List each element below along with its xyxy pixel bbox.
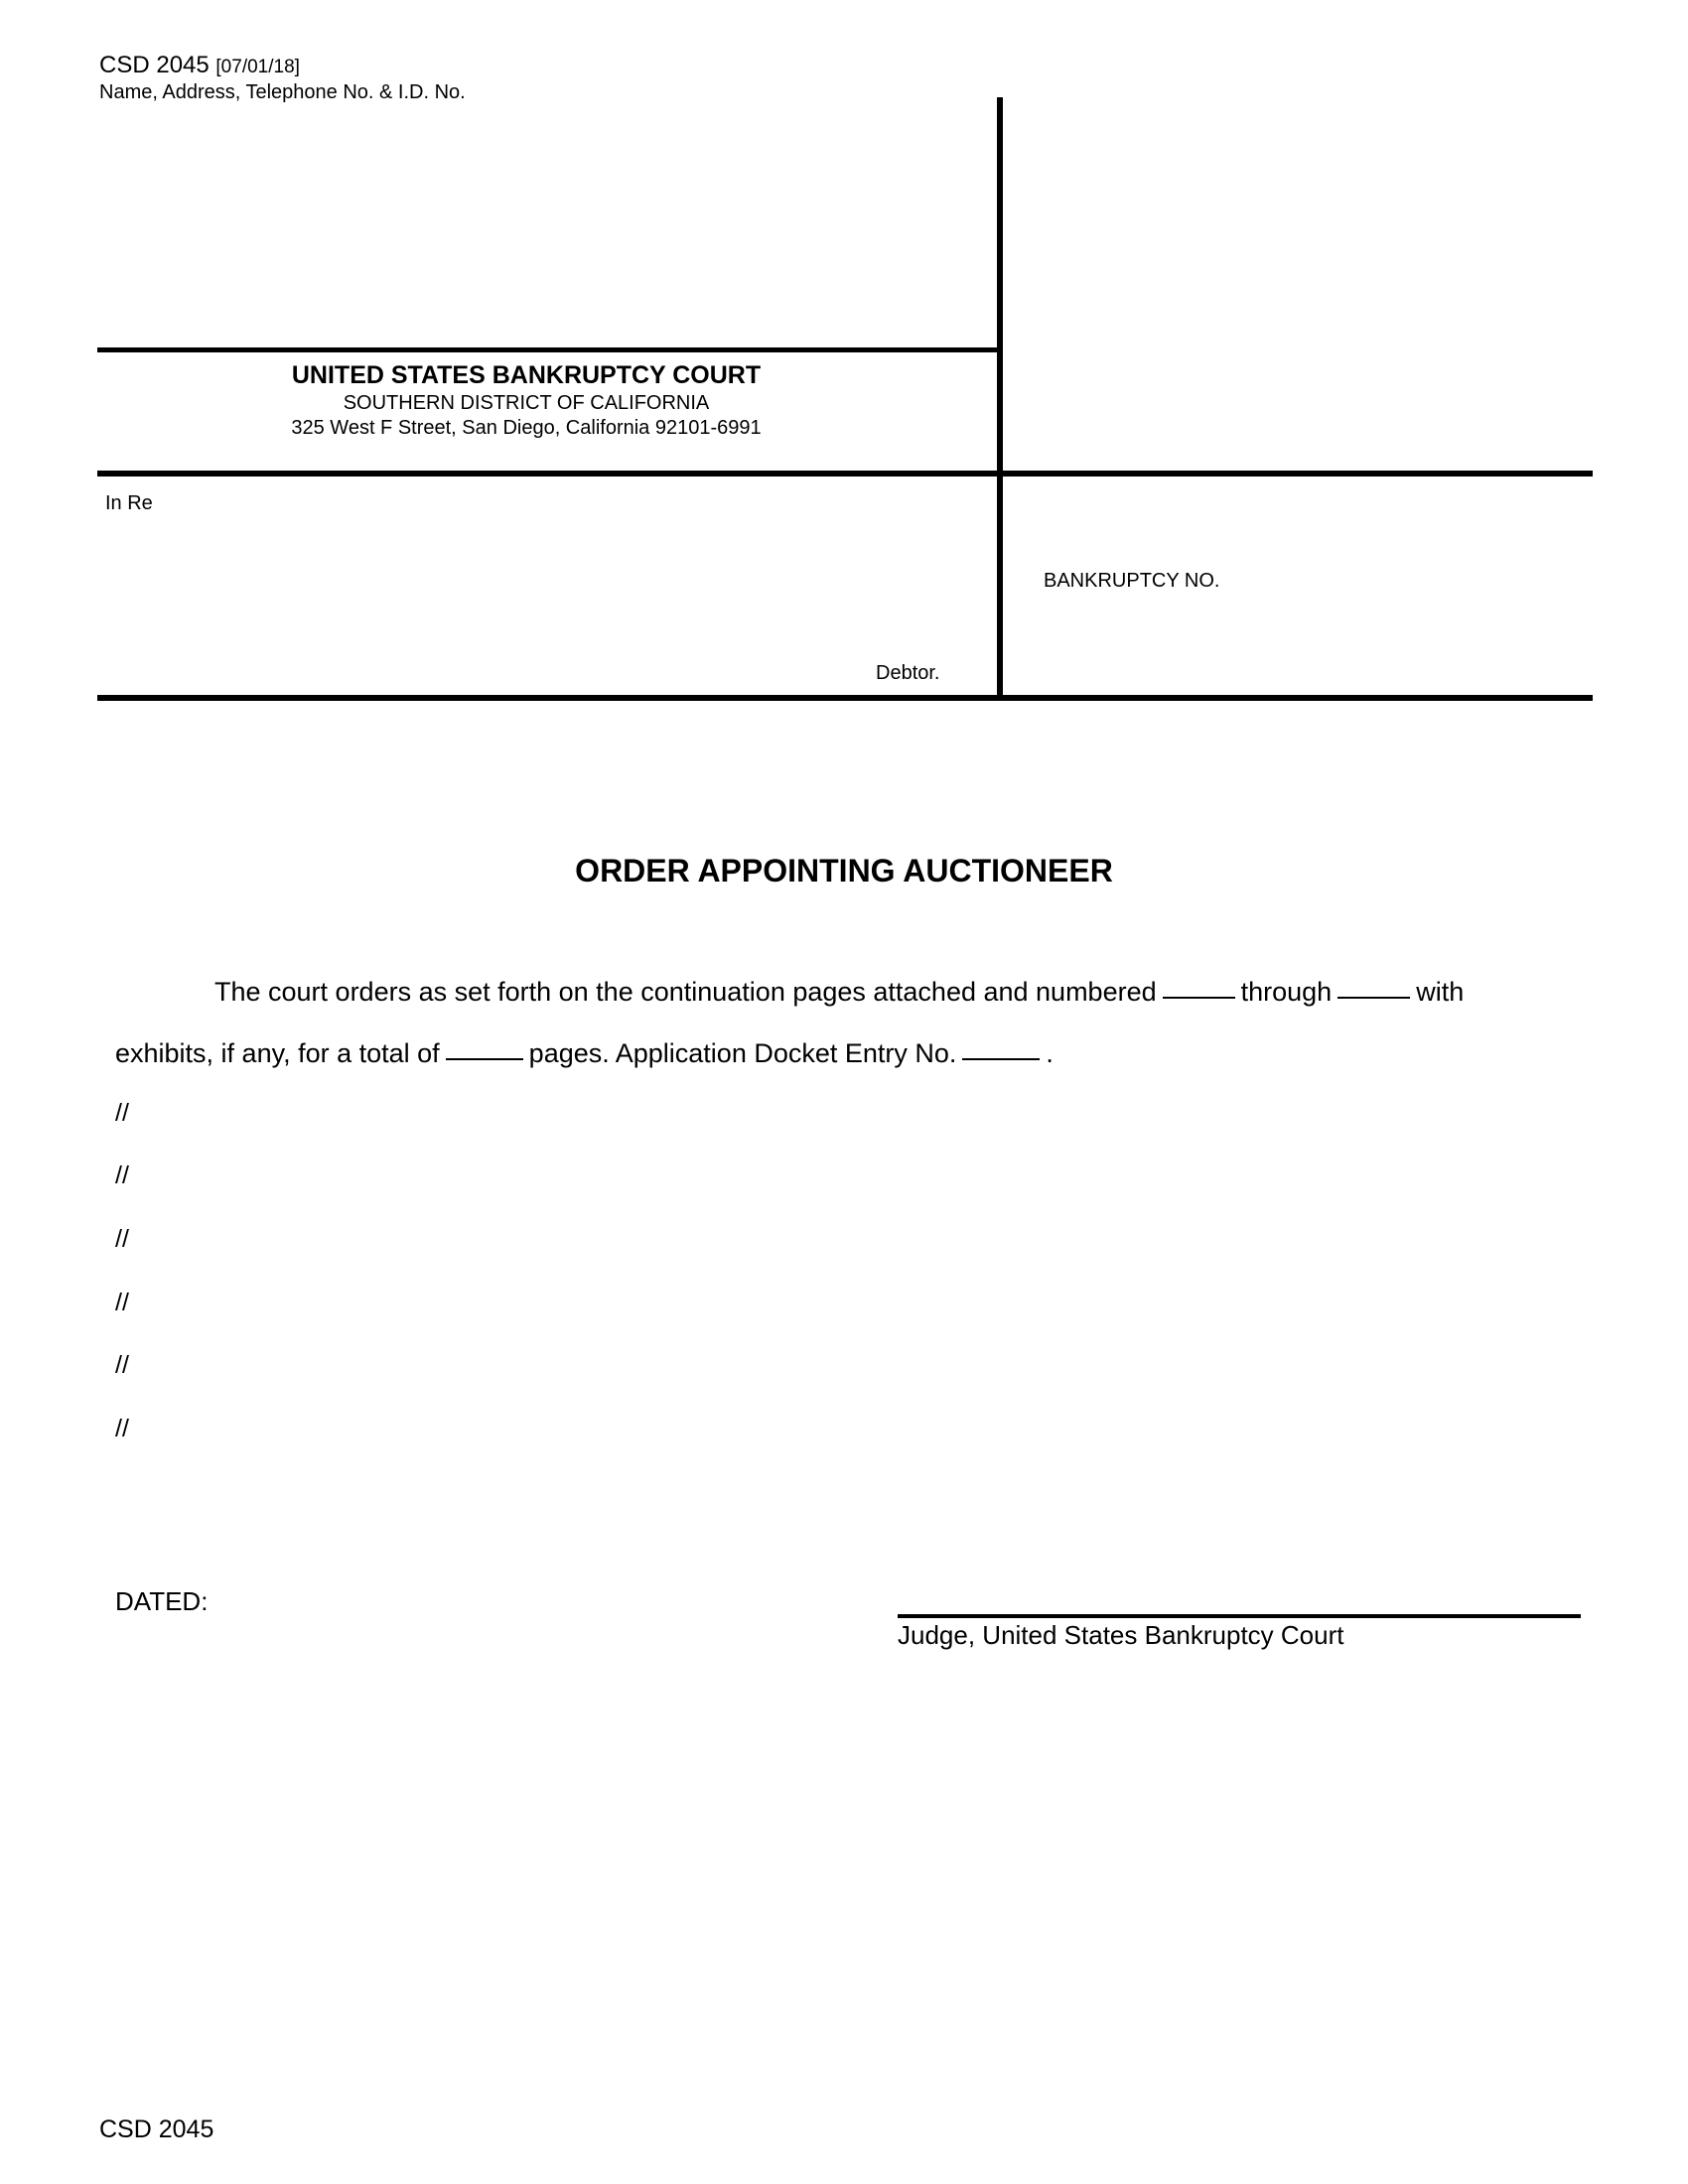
in-re-label: In Re — [105, 492, 153, 514]
bankruptcy-no-label: BANKRUPTCY NO. — [1044, 570, 1220, 592]
order-line-2-text-a: exhibits, if any, for a total of — [115, 1038, 440, 1068]
continuation-mark: // — [115, 1415, 129, 1442]
order-line-1-text-b: through — [1240, 977, 1333, 1007]
order-line-1 — [214, 977, 1464, 1008]
court-block — [99, 361, 953, 440]
judge-signature-line[interactable] — [898, 1614, 1581, 1618]
court-address: 325 West F Street, San Diego, California 92101-6991 — [291, 417, 762, 439]
attorney-info-label: Name, Address, Telephone No. & I.D. No. — [99, 81, 466, 103]
caption-vertical-divider — [997, 97, 1003, 695]
continuation-mark: // — [115, 1289, 129, 1316]
judge-signature-label: Judge, United States Bankruptcy Court — [898, 1620, 1344, 1650]
order-line-2-text-b: pages. Application Docket Entry No. — [528, 1038, 957, 1068]
form-number-header — [99, 52, 300, 79]
order-title: ORDER APPOINTING AUCTIONEER — [575, 853, 1113, 888]
footer-form-number: CSD 2045 — [99, 2116, 214, 2143]
court-top-rule — [97, 347, 1000, 352]
form-number: CSD 2045 — [99, 52, 210, 78]
page-start-blank[interactable] — [1163, 997, 1235, 999]
continuation-mark: // — [115, 1099, 129, 1127]
continuation-mark: // — [115, 1161, 129, 1189]
order-line-2-text-c: . — [1046, 1038, 1054, 1068]
caption-bottom-rule — [97, 695, 1593, 701]
total-pages-blank[interactable] — [446, 1058, 523, 1060]
dated-label: DATED: — [115, 1586, 209, 1616]
form-revision: [07/01/18] — [215, 57, 300, 77]
caption-middle-rule — [97, 471, 1593, 477]
court-district: SOUTHERN DISTRICT OF CALIFORNIA — [343, 392, 710, 414]
continuation-mark: // — [115, 1351, 129, 1379]
order-line-1-text-a: The court orders as set forth on the continuation pages attached and numbered — [214, 977, 1157, 1007]
page-end-blank[interactable] — [1337, 997, 1410, 999]
order-line-2 — [115, 1038, 1054, 1069]
order-line-1-text-c: with — [1416, 977, 1465, 1007]
debtor-label: Debtor. — [876, 662, 940, 684]
court-name: UNITED STATES BANKRUPTCY COURT — [291, 361, 762, 389]
docket-entry-blank[interactable] — [962, 1058, 1040, 1060]
continuation-mark: // — [115, 1225, 129, 1253]
